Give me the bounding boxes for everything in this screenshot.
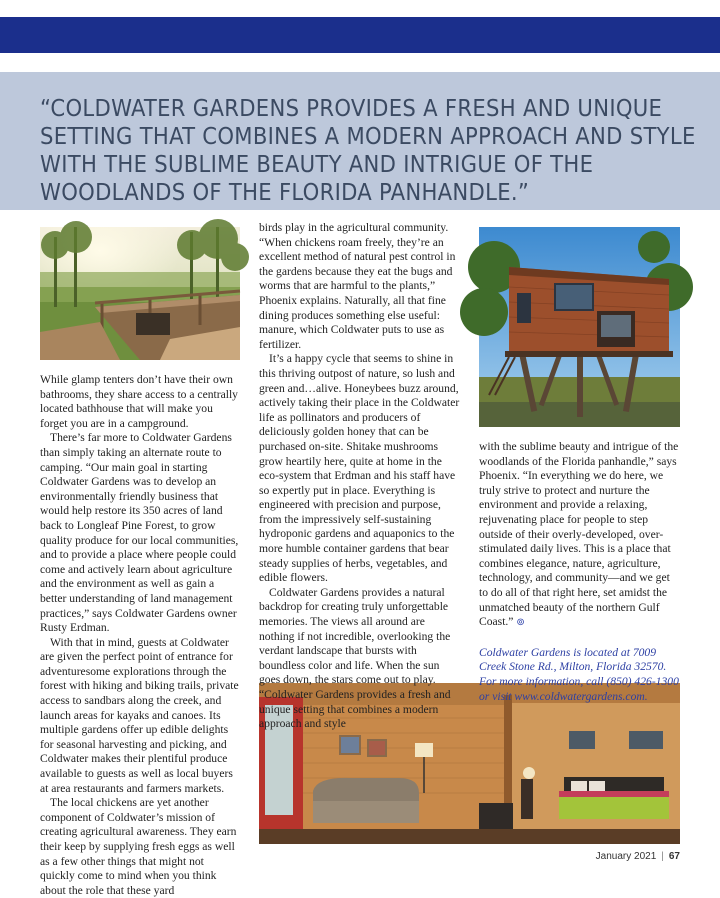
header-color-bar [0,17,720,53]
paragraph: While glamp tenters don’t have their own bathrooms, they share access to a centrally located bathhouse that will make you forget you are in a campground. [40,373,238,430]
pull-quote-panel [0,72,720,210]
forest-deck-photo [40,227,240,360]
paragraph: birds play in the agricultural community. “When chickens roam freely, they’re an excellent method of natural pest control in the gardens because they eat the bugs and worms that are harmful to the plants,” Phoenix explains. Naturally, all that fine dining produces something else useful: manure, which Coldwater puts to use as fertilizer. [259,221,456,351]
paragraph-closing [479,440,680,631]
paragraph: Coldwater Gardens provides a natural backdrop for creating truly unforgettable memories. The views all around are nothing if not incredible, overlooking the verdant landscape that bursts with boundless color and life. When the sun goes down, the stars come out to play. “Coldwater Gardens provides a fresh and unique setting that combines a modern approach and style [259,585,451,731]
issue-date: January 2021 [595,851,657,862]
location-info: Coldwater Gardens is located at 7009 Creek Stone Rd., Milton, Florida 32570. For more information, call (850) 426-1300 or visit www.coldwatergardens.com. [479,645,679,703]
treehouse-photo [479,227,680,427]
footer-separator: | [661,851,664,862]
paragraph: It’s a happy cycle that seems to shine in this thriving outpost of nature, so lush and green and…alive. Honeybees buzz around, actively taking their place in the Coldwater life as pollinators and producers of deliciously golden honey that can be purchased on-site. Shitake mushrooms grow heartily here, quite at home in the eco-system that Erdman and his staff have so expertly put in place. Everything is engineered with precision and purpose, from the impressively self-sustaining hydroponic gardens and aquaponics to the more humble container gardens that bear steady supplies of herbs, vegetables, and edible flowers. [259,352,460,585]
pull-quote-text: “COLDWATER GARDENS PROVIDES A FRESH AND UNIQUE SETTING THAT COMBINES A MODERN APPROACH AND STYLE WITH THE SUBLIME BEAUTY AND INTRIGUE OF THE WOODLANDS OF THE FLORIDA PANHANDLE.” [40,94,696,206]
page-footer [596,851,680,862]
article-column-2 [259,221,461,732]
end-of-article-icon: ⊚ [516,617,525,629]
article-column-3 [479,440,680,704]
paragraph: The local chickens are yet another component of Coldwater’s mission of creating agricultural awareness. They earn their keep by supplying fresh eggs as well as a few other things that might not quickly come to mind when you think about the role that these yard [40,796,237,897]
paragraph: There’s far more to Coldwater Gardens than simply taking an alternate route to camping. “Our main goal in starting Coldwater Gardens was to develop an environmentally friendly business that would help restore its 350 acres of land back to Longleaf Pine Forest, to grow quality produce for our local communities, and to provide a place where people could come and actively learn about agriculture and the environment as well as gain a better understanding of land management practices,” says Coldwater Gardens owner Rusty Erdman. [40,431,239,635]
page-number: 67 [668,851,680,862]
article-column-1 [40,373,240,898]
paragraph: With that in mind, guests at Coldwater are given the perfect point of entrance for adventuresome explorations through the forest with hiking and biking trails, private access to sandbars along the creek, and launch areas for kayaks and canoes. Its multiple gardens offer up edible delights for seasonal harvesting and picking, and Coldwater makes their plentiful produce available to guests as well as local buyers at area restaurants and farmers markets. [40,635,239,795]
paragraph-text: with the sublime beauty and intrigue of the woodlands of the Florida panhandle,” says Phoenix. “In everything we do here, we truly strive to protect and nurture the environment and provide a relaxing, rejuvenating place for people to step outside of their overly-developed, over-stimulated daily lives. This is a place that combines elegance, nature, agriculture, technology, and community—and we get to do all of that right here, set amidst the unmatched beauty of the northern Gulf Coast.” [479,440,679,629]
